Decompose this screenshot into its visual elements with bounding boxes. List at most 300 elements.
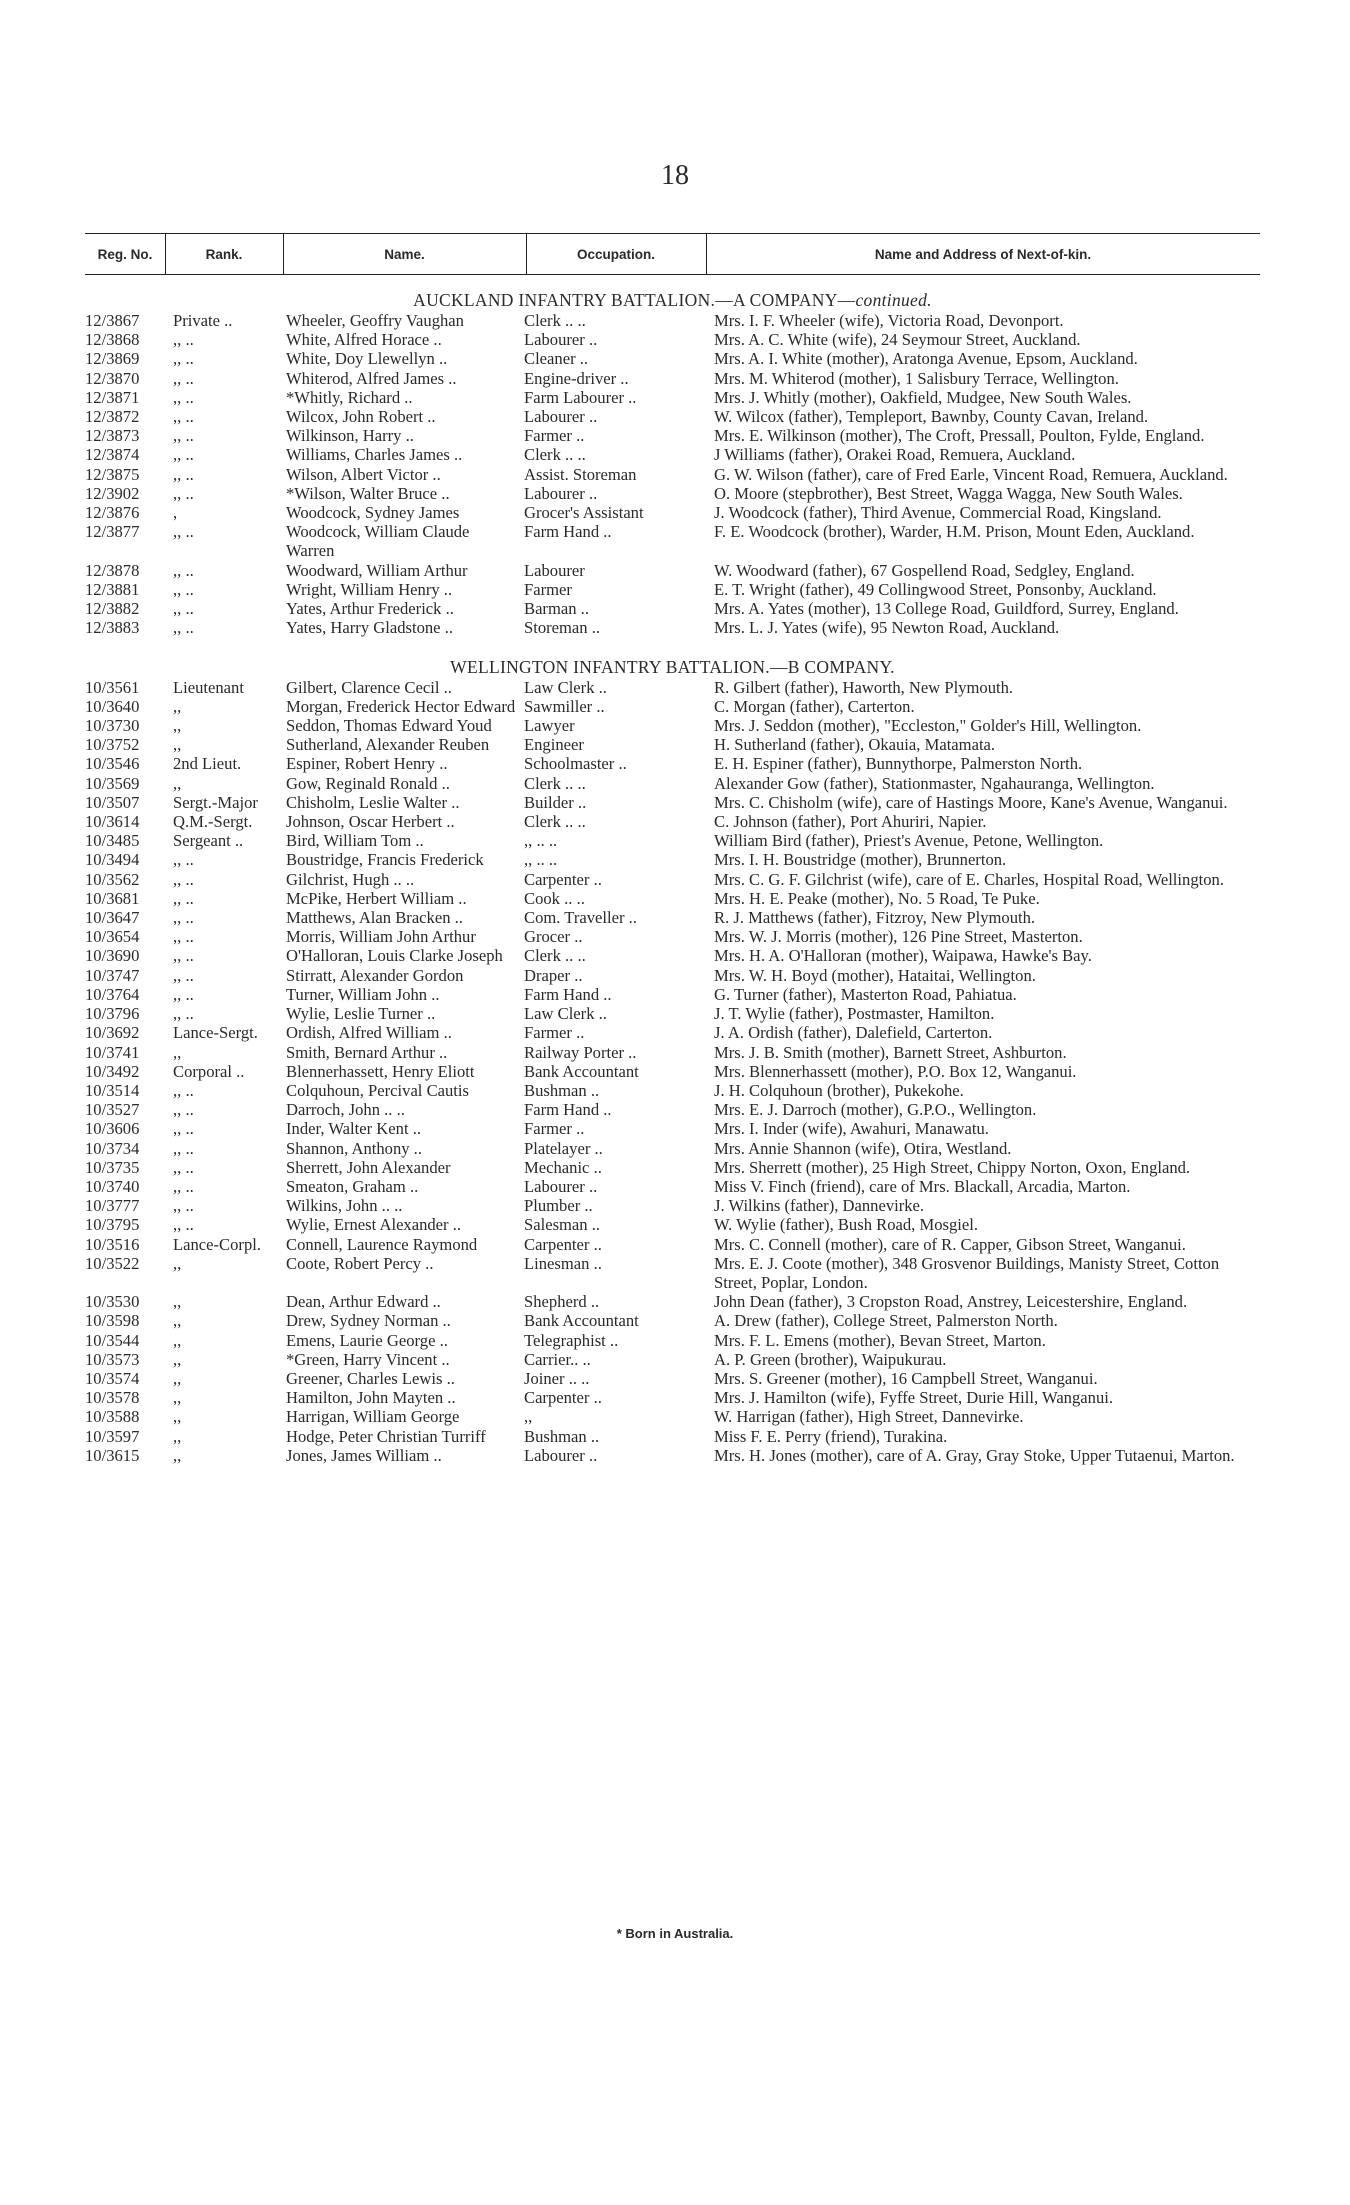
table-row	[85, 1100, 1260, 1119]
table-row	[85, 1388, 1260, 1407]
reg-no-cell: 10/3614	[85, 812, 140, 832]
table-row	[85, 1081, 1260, 1100]
occupation-cell: Draper ..	[524, 965, 583, 985]
occupation-cell: Engineer	[524, 735, 584, 755]
col-occupation: Occupation.	[576, 246, 655, 262]
name-cell: Williams, Charles James ..	[286, 445, 463, 465]
name-cell: Colquhoun, Percival Cautis	[286, 1080, 469, 1100]
table-row	[85, 1119, 1260, 1138]
table-row	[85, 735, 1260, 754]
name-cell: Coote, Robert Percy ..	[286, 1253, 434, 1273]
reg-no-cell: 10/3795	[85, 1215, 140, 1235]
table-row	[85, 618, 1260, 637]
table-header	[85, 233, 1260, 275]
reg-no-cell: 10/3546	[85, 754, 140, 774]
rank-cell: 2nd Lieut.	[173, 754, 242, 774]
rank-cell: ,,	[173, 1368, 182, 1388]
occupation-cell: Law Clerk ..	[524, 1004, 607, 1024]
rank-cell: ,, ..	[173, 445, 194, 465]
next-of-kin-cell: G. Turner (father), Masterton Road, Pahiatua.	[714, 984, 1017, 1004]
reg-no-cell: 10/3796	[85, 1004, 140, 1024]
col-reg-no: Reg. No.	[97, 246, 153, 262]
next-of-kin-cell: Mrs. H. A. O'Halloran (mother), Waipawa, Hawke's Bay.	[714, 946, 1092, 966]
page-number: 18	[661, 160, 689, 191]
rank-cell: Sergt.-Major	[173, 792, 258, 812]
occupation-cell: Barman ..	[524, 599, 589, 619]
table-row	[85, 812, 1260, 831]
occupation-cell: Clerk .. ..	[524, 946, 586, 966]
name-cell: Ordish, Alfred William ..	[286, 1023, 452, 1043]
name-cell: Hodge, Peter Christian Turriff	[286, 1426, 486, 1446]
occupation-cell: Platelayer ..	[524, 1138, 603, 1158]
rank-cell: Corporal ..	[173, 1061, 245, 1081]
occupation-cell: Farm Hand ..	[524, 522, 612, 542]
name-cell: *Whitly, Richard ..	[286, 387, 413, 407]
next-of-kin-cell: Miss F. E. Perry (friend), Turakina.	[714, 1426, 948, 1446]
name-cell: Johnson, Oscar Herbert ..	[286, 812, 455, 832]
occupation-cell: Clerk .. ..	[524, 311, 586, 330]
next-of-kin-cell: Mrs. F. L. Emens (mother), Bevan Street, Marton.	[714, 1330, 1046, 1350]
name-cell: Yates, Harry Gladstone ..	[286, 618, 453, 638]
reg-no-cell: 12/3876	[85, 503, 140, 523]
name-cell: Shannon, Anthony ..	[286, 1138, 422, 1158]
reg-no-cell: 10/3741	[85, 1042, 140, 1062]
table-row	[85, 850, 1260, 869]
rank-cell: ,, ..	[173, 1119, 194, 1139]
table-row	[85, 484, 1260, 503]
next-of-kin-cell: W. Harrigan (father), High Street, Dannevirke.	[714, 1407, 1024, 1427]
occupation-cell: Labourer ..	[524, 1176, 598, 1196]
rank-cell: ,,	[173, 1042, 182, 1062]
next-of-kin-cell: J. T. Wylie (father), Postmaster, Hamilton.	[714, 1004, 995, 1024]
rank-cell: Lance-Sergt.	[173, 1023, 258, 1043]
next-of-kin-cell: W. Wylie (father), Bush Road, Mosgiel.	[714, 1215, 978, 1235]
occupation-cell: Com. Traveller ..	[524, 908, 637, 928]
occupation-cell: Farm Hand ..	[524, 984, 612, 1004]
table-row	[85, 1369, 1260, 1388]
rank-cell: ,, ..	[173, 618, 194, 638]
name-cell: Wheeler, Geoffry Vaughan	[286, 311, 464, 330]
table-row	[85, 946, 1260, 965]
next-of-kin-cell: C. Morgan (father), Carterton.	[714, 696, 915, 716]
rank-cell: ,, ..	[173, 1100, 194, 1120]
occupation-cell: Carpenter ..	[524, 1234, 602, 1254]
reg-no-cell: 12/3874	[85, 445, 140, 465]
rank-cell: ,, ..	[173, 579, 194, 599]
name-cell: Woodward, William Arthur	[286, 560, 468, 580]
table-row	[85, 793, 1260, 812]
reg-no-cell: 12/3868	[85, 330, 140, 350]
reg-no-cell: 10/3730	[85, 716, 140, 736]
next-of-kin-cell: Mrs. Annie Shannon (wife), Otira, Westland.	[714, 1138, 1012, 1158]
name-cell: Morgan, Frederick Hector Edward	[286, 696, 516, 716]
section-spacer	[85, 637, 1260, 656]
reg-no-cell: 10/3597	[85, 1426, 140, 1446]
table-row	[85, 311, 1260, 330]
rank-cell: ,,	[173, 696, 182, 716]
name-cell: Smeaton, Graham ..	[286, 1176, 419, 1196]
rank-cell: ,, ..	[173, 349, 194, 369]
occupation-cell: Clerk .. ..	[524, 812, 586, 832]
rank-cell: ,,	[173, 773, 182, 793]
next-of-kin-cell: Mrs. J. Seddon (mother), "Eccleston," Golder's Hill, Wellington.	[714, 716, 1142, 736]
reg-no-cell: 10/3734	[85, 1138, 140, 1158]
table-row	[85, 908, 1260, 927]
occupation-cell: Storeman ..	[524, 618, 601, 638]
reg-no-cell: 10/3574	[85, 1368, 140, 1388]
reg-no-cell: 12/3869	[85, 349, 140, 369]
table-row	[85, 561, 1260, 580]
next-of-kin-cell: O. Moore (stepbrother), Best Street, Wagga Wagga, New South Wales.	[714, 483, 1183, 503]
reg-no-cell: 10/3752	[85, 735, 140, 755]
occupation-cell: Clerk .. ..	[524, 445, 586, 465]
reg-no-cell: 12/3875	[85, 464, 140, 484]
name-cell: Turner, William John ..	[286, 984, 440, 1004]
reg-no-cell: 12/3882	[85, 599, 140, 619]
name-cell: Blennerhassett, Henry Eliott	[286, 1061, 475, 1081]
occupation-cell: Labourer	[524, 560, 585, 580]
reg-no-cell: 10/3692	[85, 1023, 140, 1043]
rank-cell: Lance-Corpl.	[173, 1234, 262, 1254]
reg-no-cell: 10/3654	[85, 927, 140, 947]
reg-no-cell: 10/3492	[85, 1061, 140, 1081]
col-name: Name.	[384, 246, 425, 262]
name-cell: Boustridge, Francis Frederick	[286, 850, 484, 870]
next-of-kin-cell: R. J. Matthews (father), Fitzroy, New Plymouth.	[714, 908, 1036, 928]
table-row	[85, 1407, 1260, 1426]
rank-cell: ,, ..	[173, 426, 194, 446]
rank-cell: ,, ..	[173, 599, 194, 619]
table-row	[85, 831, 1260, 850]
occupation-cell: ,, .. ..	[524, 850, 558, 870]
table-row	[85, 1292, 1260, 1311]
name-cell: Morris, William John Arthur	[286, 927, 476, 947]
occupation-cell: Farmer	[524, 579, 572, 599]
next-of-kin-cell: Mrs. A. Yates (mother), 13 College Road, Guildford, Surrey, England.	[714, 599, 1179, 619]
name-cell: Wright, William Henry ..	[286, 579, 453, 599]
table-row	[85, 426, 1260, 445]
table-row	[85, 349, 1260, 368]
table-row	[85, 1446, 1260, 1465]
name-cell: Gow, Reginald Ronald ..	[286, 773, 450, 793]
section-title: WELLINGTON INFANTRY BATTALION.—B COMPANY.	[450, 656, 895, 677]
name-cell: Woodcock, William Claude Warren	[286, 522, 470, 561]
rank-cell: ,, ..	[173, 927, 194, 947]
name-cell: Whiterod, Alfred James ..	[286, 368, 457, 388]
reg-no-cell: 10/3544	[85, 1330, 140, 1350]
name-cell: Gilbert, Clarence Cecil ..	[286, 677, 452, 697]
occupation-cell: Linesman ..	[524, 1253, 602, 1273]
next-of-kin-cell: Mrs. L. J. Yates (wife), 95 Newton Road, Auckland.	[714, 618, 1060, 638]
name-cell: Bird, William Tom ..	[286, 831, 424, 851]
next-of-kin-cell: J. Woodcock (father), Third Avenue, Commercial Road, Kingsland.	[714, 503, 1162, 523]
reg-no-cell: 10/3562	[85, 869, 140, 889]
rank-cell: Sergeant ..	[173, 831, 244, 851]
rank-cell: ,, ..	[173, 908, 194, 928]
next-of-kin-cell: R. Gilbert (father), Haworth, New Plymouth.	[714, 677, 1014, 697]
table-row	[85, 927, 1260, 946]
reg-no-cell: 10/3561	[85, 677, 140, 697]
name-cell: Gilchrist, Hugh .. ..	[286, 869, 415, 889]
next-of-kin-cell: Mrs. I. Inder (wife), Awahuri, Manawatu.	[714, 1119, 989, 1139]
table-row	[85, 1215, 1260, 1234]
reg-no-cell: 10/3485	[85, 831, 140, 851]
occupation-cell: Labourer ..	[524, 1445, 598, 1465]
name-cell: Wilkins, John .. ..	[286, 1196, 403, 1216]
name-cell: Darroch, John .. ..	[286, 1100, 405, 1120]
reg-no-cell: 10/3507	[85, 792, 140, 812]
name-cell: Sherrett, John Alexander	[286, 1157, 451, 1177]
occupation-cell: Salesman ..	[524, 1215, 601, 1235]
next-of-kin-cell: Mrs. I. H. Boustridge (mother), Brunnerton.	[714, 850, 1007, 870]
reg-no-cell: 10/3494	[85, 850, 140, 870]
next-of-kin-cell: Mrs. J. B. Smith (mother), Barnett Street, Ashburton.	[714, 1042, 1067, 1062]
reg-no-cell: 12/3872	[85, 407, 140, 427]
rank-cell: ,, ..	[173, 869, 194, 889]
reg-no-cell: 10/3747	[85, 965, 140, 985]
next-of-kin-cell: Mrs. I. F. Wheeler (wife), Victoria Road, Devonport.	[714, 311, 1064, 330]
rank-cell: ,, ..	[173, 888, 194, 908]
reg-no-cell: 10/3615	[85, 1445, 140, 1465]
rank-cell: ,,	[173, 1388, 182, 1408]
occupation-cell: Builder ..	[524, 792, 587, 812]
rank-cell: ,,	[173, 1292, 182, 1312]
rank-cell: ,, ..	[173, 522, 194, 542]
reg-no-cell: 10/3777	[85, 1196, 140, 1216]
rank-cell: ,,	[173, 1311, 182, 1331]
reg-no-cell: 10/3598	[85, 1311, 140, 1331]
table-row	[85, 678, 1260, 697]
name-cell: McPike, Herbert William ..	[286, 888, 467, 908]
next-of-kin-cell: Mrs. E. J. Coote (mother), 348 Grosvenor Buildings, Manisty Street, Cotton Street, Poplar, London.	[714, 1253, 1220, 1292]
rank-cell: ,, ..	[173, 1157, 194, 1177]
section-title: AUCKLAND INFANTRY BATTALION.—A COMPANY—continued.	[413, 290, 932, 310]
table-row	[85, 716, 1260, 735]
rank-cell: ,	[173, 503, 178, 523]
table-row	[85, 1062, 1260, 1081]
occupation-cell: Farmer ..	[524, 1023, 585, 1043]
name-cell: Emens, Laurie George ..	[286, 1330, 448, 1350]
name-cell: Espiner, Robert Henry ..	[286, 754, 448, 774]
next-of-kin-cell: A. Drew (father), College Street, Palmerston North.	[714, 1311, 1058, 1331]
name-cell: Hamilton, John Mayten ..	[286, 1388, 456, 1408]
table-row	[85, 445, 1260, 464]
rank-cell: ,,	[173, 1407, 182, 1427]
rank-cell: ,, ..	[173, 1196, 194, 1216]
col-next-of-kin: Name and Address of Next-of-kin.	[874, 246, 1092, 262]
rank-cell: ,, ..	[173, 464, 194, 484]
next-of-kin-cell: J. A. Ordish (father), Dalefield, Carterton.	[714, 1023, 993, 1043]
table-row	[85, 1331, 1260, 1350]
table-row	[85, 697, 1260, 716]
reg-no-cell: 10/3740	[85, 1176, 140, 1196]
reg-no-cell: 10/3588	[85, 1407, 140, 1427]
reg-no-cell: 10/3569	[85, 773, 140, 793]
name-cell: Woodcock, Sydney James	[286, 503, 460, 523]
occupation-cell: Carrier.. ..	[524, 1349, 591, 1369]
rank-cell: ,, ..	[173, 483, 194, 503]
occupation-cell: Carpenter ..	[524, 869, 602, 889]
reg-no-cell: 10/3573	[85, 1349, 140, 1369]
occupation-cell: Bushman ..	[524, 1426, 600, 1446]
occupation-cell: Bushman ..	[524, 1080, 600, 1100]
occupation-cell: Assist. Storeman	[524, 464, 637, 484]
name-cell: Chisholm, Leslie Walter ..	[286, 792, 460, 812]
nominal-roll	[85, 290, 1260, 1465]
table-row	[85, 1196, 1260, 1215]
name-cell: White, Doy Llewellyn ..	[286, 349, 448, 369]
table-row	[85, 1023, 1260, 1042]
reg-no-cell: 12/3883	[85, 618, 140, 638]
occupation-cell: Grocer ..	[524, 927, 583, 947]
occupation-cell: Farm Hand ..	[524, 1100, 612, 1120]
next-of-kin-cell: Mrs. H. Jones (mother), care of A. Gray, Gray Stoke, Upper Tutaenui, Marton.	[714, 1445, 1235, 1465]
next-of-kin-cell: W. Woodward (father), 67 Gospellend Road, Sedgley, England.	[714, 560, 1135, 580]
reg-no-cell: 10/3527	[85, 1100, 140, 1120]
reg-no-cell: 10/3764	[85, 984, 140, 1004]
rank-cell: Q.M.-Sergt.	[173, 812, 253, 832]
occupation-cell: Farmer ..	[524, 1119, 585, 1139]
table-row	[85, 599, 1260, 618]
rank-cell: ,, ..	[173, 407, 194, 427]
reg-no-cell: 12/3881	[85, 579, 140, 599]
rank-cell: ,, ..	[173, 387, 194, 407]
name-cell: Greener, Charles Lewis ..	[286, 1368, 455, 1388]
name-cell: Inder, Walter Kent ..	[286, 1119, 422, 1139]
rank-cell: ,, ..	[173, 368, 194, 388]
rank-cell: ,, ..	[173, 850, 194, 870]
name-cell: Wilson, Albert Victor ..	[286, 464, 441, 484]
next-of-kin-cell: Mrs. J. Whitly (mother), Oakfield, Mudgee, New South Wales.	[714, 387, 1132, 407]
table-row	[85, 1004, 1260, 1023]
col-rank: Rank.	[205, 246, 243, 262]
name-cell: *Wilson, Walter Bruce ..	[286, 483, 450, 503]
table-row	[85, 388, 1260, 407]
rank-cell: ,,	[173, 1330, 182, 1350]
occupation-cell: Law Clerk ..	[524, 677, 607, 697]
next-of-kin-cell: F. E. Woodcock (brother), Warder, H.M. Prison, Mount Eden, Auckland.	[714, 522, 1195, 542]
next-of-kin-cell: C. Johnson (father), Port Ahuriri, Napier.	[714, 812, 987, 832]
rank-cell: ,, ..	[173, 1080, 194, 1100]
reg-no-cell: 10/3690	[85, 946, 140, 966]
table-row	[85, 1043, 1260, 1062]
table-row	[85, 465, 1260, 484]
next-of-kin-cell: Mrs. S. Greener (mother), 16 Campbell Street, Wanganui.	[714, 1368, 1098, 1388]
table-row	[85, 1311, 1260, 1330]
rank-cell: ,,	[173, 716, 182, 736]
table-row	[85, 1254, 1260, 1292]
reg-no-cell: 10/3514	[85, 1080, 140, 1100]
rank-cell: ,,	[173, 1426, 182, 1446]
reg-no-cell: 10/3647	[85, 908, 140, 928]
occupation-cell: Labourer ..	[524, 407, 598, 427]
rank-cell: ,,	[173, 1445, 182, 1465]
reg-no-cell: 12/3870	[85, 368, 140, 388]
table-row	[85, 369, 1260, 388]
rank-cell: ,, ..	[173, 965, 194, 985]
name-cell: Seddon, Thomas Edward Youd	[286, 716, 492, 736]
rank-cell: ,, ..	[173, 1176, 194, 1196]
name-cell: Wylie, Leslie Turner ..	[286, 1004, 436, 1024]
table-row	[85, 407, 1260, 426]
name-cell: Harrigan, William George	[286, 1407, 460, 1427]
reg-no-cell: 10/3640	[85, 696, 140, 716]
name-cell: Wylie, Ernest Alexander ..	[286, 1215, 462, 1235]
table-row	[85, 754, 1260, 773]
occupation-cell: Engine-driver ..	[524, 368, 629, 388]
table-row	[85, 1139, 1260, 1158]
name-cell: Jones, James William ..	[286, 1445, 442, 1465]
rank-cell: ,, ..	[173, 1138, 194, 1158]
table-row	[85, 1177, 1260, 1196]
continued-label: continued.	[855, 290, 932, 310]
name-cell: Wilkinson, Harry ..	[286, 426, 414, 446]
next-of-kin-cell: J. H. Colquhoun (brother), Pukekohe.	[714, 1080, 964, 1100]
rank-cell: ,,	[173, 1349, 182, 1369]
next-of-kin-cell: H. Sutherland (father), Okauia, Matamata.	[714, 735, 996, 755]
occupation-cell: Labourer ..	[524, 330, 598, 350]
occupation-cell: Clerk .. ..	[524, 773, 586, 793]
next-of-kin-cell: Mrs. Sherrett (mother), 25 High Street, Chippy Norton, Oxon, England.	[714, 1157, 1191, 1177]
next-of-kin-cell: Mrs. C. Connell (mother), care of R. Capper, Gibson Street, Wanganui.	[714, 1234, 1186, 1254]
name-cell: White, Alfred Horace ..	[286, 330, 442, 350]
reg-no-cell: 12/3878	[85, 560, 140, 580]
next-of-kin-cell: W. Wilcox (father), Templeport, Bawnby, County Cavan, Ireland.	[714, 407, 1149, 427]
table-row	[85, 1350, 1260, 1369]
next-of-kin-cell: Mrs. C. Chisholm (wife), care of Hastings Moore, Kane's Avenue, Wanganui.	[714, 792, 1228, 812]
name-cell: Yates, Arthur Frederick ..	[286, 599, 454, 619]
reg-no-cell: 10/3681	[85, 888, 140, 908]
occupation-cell: Bank Accountant	[524, 1061, 639, 1081]
table-row	[85, 522, 1260, 560]
occupation-cell: Grocer's Assistant	[524, 503, 644, 523]
next-of-kin-cell: E. H. Espiner (father), Bunnythorpe, Palmerston North.	[714, 754, 1083, 774]
next-of-kin-cell: E. T. Wright (father), 49 Collingwood Street, Ponsonby, Auckland.	[714, 579, 1157, 599]
rank-cell: ,,	[173, 1253, 182, 1273]
reg-no-cell: 12/3873	[85, 426, 140, 446]
reg-no-cell: 12/3871	[85, 387, 140, 407]
reg-no-cell: 10/3735	[85, 1157, 140, 1177]
name-cell: Wilcox, John Robert ..	[286, 407, 436, 427]
occupation-cell: Railway Porter ..	[524, 1042, 637, 1062]
occupation-cell: Farm Labourer ..	[524, 387, 637, 407]
next-of-kin-cell: Mrs. M. Whiterod (mother), 1 Salisbury Terrace, Wellington.	[714, 368, 1119, 388]
occupation-cell: Plumber ..	[524, 1196, 593, 1216]
table-row	[85, 1158, 1260, 1177]
next-of-kin-cell: A. P. Green (brother), Waipukurau.	[714, 1349, 947, 1369]
occupation-cell: Farmer ..	[524, 426, 585, 446]
next-of-kin-cell: Mrs. J. Hamilton (wife), Fyffe Street, Durie Hill, Wanganui.	[714, 1388, 1113, 1408]
rank-cell: ,,	[173, 735, 182, 755]
occupation-cell: Joiner .. ..	[524, 1368, 590, 1388]
occupation-cell: ,, .. ..	[524, 831, 558, 851]
rank-cell: Private ..	[173, 311, 233, 330]
name-cell: Drew, Sydney Norman ..	[286, 1311, 451, 1331]
name-cell: Dean, Arthur Edward ..	[286, 1292, 441, 1312]
next-of-kin-cell: Mrs. H. E. Peake (mother), No. 5 Road, Te Puke.	[714, 888, 1040, 908]
rank-cell: Lieutenant	[173, 677, 244, 697]
next-of-kin-cell: G. W. Wilson (father), care of Fred Earle, Vincent Road, Remuera, Auckland.	[714, 464, 1228, 484]
name-cell: Connell, Laurence Raymond	[286, 1234, 478, 1254]
table-row	[85, 870, 1260, 889]
reg-no-cell: 10/3516	[85, 1234, 140, 1254]
next-of-kin-cell: John Dean (father), 3 Cropston Road, Anstrey, Leicestershire, England.	[714, 1292, 1188, 1312]
reg-no-cell: 12/3902	[85, 483, 140, 503]
next-of-kin-cell: J. Wilkins (father), Dannevirke.	[714, 1196, 925, 1216]
reg-no-cell: 10/3606	[85, 1119, 140, 1139]
next-of-kin-cell: J Williams (father), Orakei Road, Remuera, Auckland.	[714, 445, 1076, 465]
rank-cell: ,, ..	[173, 1215, 194, 1235]
